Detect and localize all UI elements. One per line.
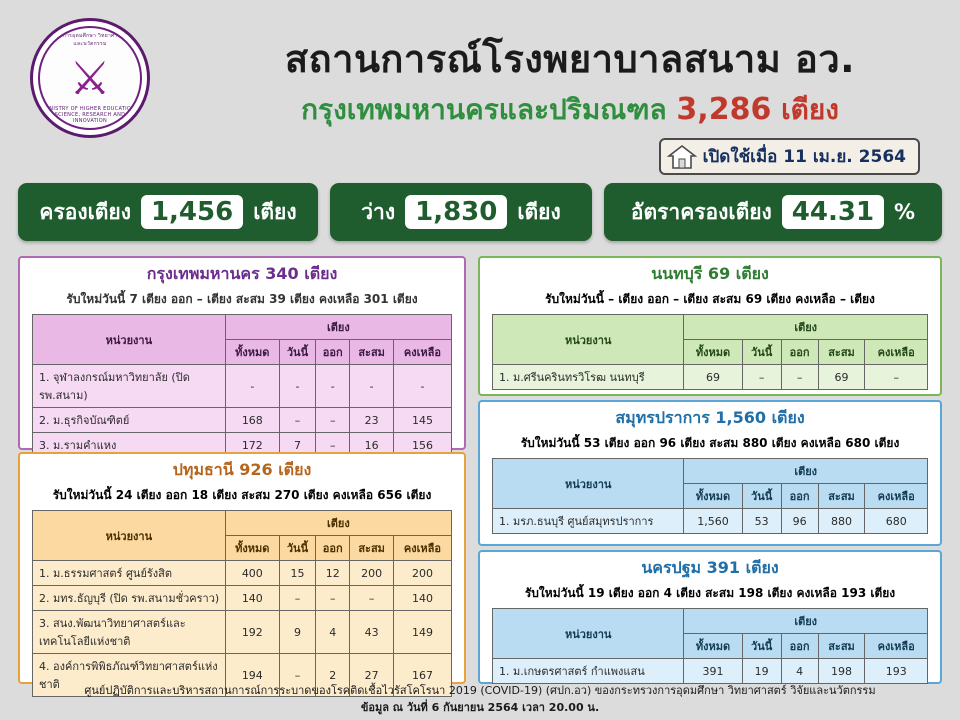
table-header-row bbox=[493, 315, 928, 340]
table-header-row bbox=[33, 511, 452, 536]
cell-out: - bbox=[316, 365, 350, 408]
th-cumulative: สะสม bbox=[818, 634, 865, 659]
cell-remaining: 680 bbox=[865, 509, 928, 534]
cell-remaining: 149 bbox=[393, 611, 451, 654]
panel-samutprakan bbox=[478, 400, 942, 546]
panel-nonthaburi bbox=[478, 256, 942, 396]
cell-agency: 1. ม.เกษตรศาสตร์ กำแพงแสน bbox=[493, 659, 684, 684]
cell-cumulative: 880 bbox=[818, 509, 865, 534]
panel-pathumthani-stats: รับใหม่วันนี้ 24 เตียง ออก 18 เตียง สะสม 270 เตียง คงเหลือ 656 เตียง bbox=[52, 488, 432, 502]
table-row bbox=[493, 659, 928, 684]
header bbox=[0, 0, 960, 190]
table-row bbox=[33, 408, 452, 433]
table-nakhonpathom bbox=[492, 608, 928, 684]
th-total: ทั้งหมด bbox=[684, 484, 742, 509]
table-row bbox=[33, 611, 452, 654]
cell-remaining: 167 bbox=[393, 654, 451, 697]
summary-rate-unit: % bbox=[894, 200, 916, 224]
cell-total: 400 bbox=[225, 561, 279, 586]
cell-total: 168 bbox=[225, 408, 279, 433]
cell-remaining: 156 bbox=[393, 433, 451, 458]
th-agency: หน่วยงาน bbox=[493, 609, 684, 659]
opened-date-label: เปิดใช้เมื่อ 11 เม.ย. 2564 bbox=[702, 147, 906, 167]
summary-rate-value: 44.31 bbox=[782, 195, 884, 229]
cell-today: 9 bbox=[279, 611, 315, 654]
page-title: สถานการณ์โรงพยาบาลสนาม อว. bbox=[284, 37, 856, 81]
panel-bangkok-title: กรุงเทพมหานคร 340 เตียง bbox=[146, 264, 338, 283]
cell-out: 12 bbox=[316, 561, 350, 586]
table-row bbox=[33, 561, 452, 586]
cell-cumulative: 16 bbox=[350, 433, 394, 458]
th-cumulative: สะสม bbox=[350, 340, 394, 365]
cell-total: 1,560 bbox=[684, 509, 742, 534]
cell-agency: 4. องค์การพิพิธภัณฑ์วิทยาศาสตร์แห่งชาติ bbox=[33, 654, 226, 697]
th-out: ออก bbox=[316, 340, 350, 365]
panel-nakhonpathom bbox=[478, 550, 942, 684]
cell-today: 19 bbox=[742, 659, 781, 684]
summary-vacant-unit: เตียง bbox=[517, 199, 561, 224]
summary-occupied-value: 1,456 bbox=[141, 195, 243, 229]
cell-today: – bbox=[279, 586, 315, 611]
th-total: ทั้งหมด bbox=[684, 340, 742, 365]
table-row bbox=[33, 365, 452, 408]
ministry-logo bbox=[30, 18, 150, 138]
summary-vacant-label: ว่าง bbox=[361, 199, 396, 224]
panel-nakhonpathom-title: นครปฐม 391 เตียง bbox=[641, 558, 779, 577]
cell-out: – bbox=[781, 365, 818, 390]
table-header-row bbox=[493, 609, 928, 634]
cell-agency: 3. ม.รามคำแหง bbox=[33, 433, 226, 458]
cell-today: - bbox=[279, 365, 315, 408]
cell-total: 192 bbox=[225, 611, 279, 654]
th-agency: หน่วยงาน bbox=[33, 315, 226, 365]
table-pathumthani bbox=[32, 510, 452, 697]
th-remaining: คงเหลือ bbox=[865, 634, 928, 659]
cell-out: – bbox=[316, 408, 350, 433]
opened-date-badge bbox=[659, 138, 920, 175]
house-icon bbox=[667, 144, 697, 170]
footer-line-2: ข้อมูล ณ วันที่ 6 กันยายน 2564 เวลา 20.00 น. bbox=[360, 700, 600, 714]
cell-remaining: 193 bbox=[865, 659, 928, 684]
logo-ring-text bbox=[40, 28, 140, 128]
th-out: ออก bbox=[781, 634, 818, 659]
subtitle-region: กรุงเทพมหานครและปริมณฑล bbox=[301, 93, 667, 126]
panel-samutprakan-title: สมุทรปราการ 1,560 เตียง bbox=[615, 408, 805, 427]
cell-agency: 2. ม.ธุรกิจบัณฑิตย์ bbox=[33, 408, 226, 433]
subtitle-total-beds: 3,286 bbox=[676, 92, 772, 127]
cell-out: 2 bbox=[316, 654, 350, 697]
cell-remaining: 200 bbox=[393, 561, 451, 586]
cell-today: – bbox=[742, 365, 781, 390]
cell-agency: 1. จุฬาลงกรณ์มหาวิทยาลัย (ปิด รพ.สนาม) bbox=[33, 365, 226, 408]
subtitle-unit: เตียง bbox=[781, 93, 839, 126]
cell-total: 391 bbox=[684, 659, 742, 684]
cell-agency: 2. มทร.ธัญบุรี (ปิด รพ.สนามชั่วคราว) bbox=[33, 586, 226, 611]
th-today: วันนี้ bbox=[279, 340, 315, 365]
panel-bangkok bbox=[18, 256, 466, 450]
summary-vacant-value: 1,830 bbox=[405, 195, 507, 229]
emblem-icon: ⚔ bbox=[69, 51, 111, 105]
logo-top-text: กระทรวงการอุดมศึกษา วิทยาศาสตร์ วิจัยและนวัตกรรม bbox=[41, 33, 139, 47]
cell-cumulative: 69 bbox=[818, 365, 865, 390]
th-out: ออก bbox=[316, 536, 350, 561]
cell-remaining: – bbox=[865, 365, 928, 390]
th-out: ออก bbox=[781, 340, 818, 365]
panel-nakhonpathom-stats: รับใหม่วันนี้ 19 เตียง ออก 4 เตียง สะสม 198 เตียง คงเหลือ 193 เตียง bbox=[524, 586, 896, 600]
cell-today: 15 bbox=[279, 561, 315, 586]
cell-agency: 1. ม.ศรีนครินทรวิโรฒ นนทบุรี bbox=[493, 365, 684, 390]
summary-rate-label: อัตราครองเตียง bbox=[630, 199, 772, 224]
table-row bbox=[493, 365, 928, 390]
cell-total: 69 bbox=[684, 365, 742, 390]
cell-out: 4 bbox=[781, 659, 818, 684]
cell-total: 140 bbox=[225, 586, 279, 611]
summary-occupied-label: ครองเตียง bbox=[39, 199, 131, 224]
th-agency: หน่วยงาน bbox=[33, 511, 226, 561]
th-agency: หน่วยงาน bbox=[493, 315, 684, 365]
logo-bottom-text: MINISTRY OF HIGHER EDUCATION, SCIENCE, RESEARCH AND INNOVATION bbox=[42, 106, 138, 124]
th-cumulative: สะสม bbox=[350, 536, 394, 561]
table-nonthaburi bbox=[492, 314, 928, 390]
th-remaining: คงเหลือ bbox=[393, 536, 451, 561]
table-bangkok bbox=[32, 314, 452, 458]
table-header-row bbox=[493, 459, 928, 484]
footer-line-1: ศูนย์ปฏิบัติการและบริหารสถานการณ์การระบาดของโรคติดเชื้อไวรัสโคโรนา 2019 (COVID-19) (ศปก.อว) ของกระทรวงการอุดมศึกษา วิทยาศาสตร์ วิจัยและนวัตกรรม bbox=[84, 684, 876, 697]
cell-total: - bbox=[225, 365, 279, 408]
cell-cumulative: – bbox=[350, 586, 394, 611]
th-bed-group: เตียง bbox=[225, 315, 451, 340]
summary-rate bbox=[604, 183, 942, 241]
cell-cumulative: 198 bbox=[818, 659, 865, 684]
summary-vacant bbox=[330, 183, 592, 241]
cell-total: 172 bbox=[225, 433, 279, 458]
page-subtitle bbox=[200, 88, 940, 132]
cell-agency: 1. ม.ธรรมศาสตร์ ศูนย์รังสิต bbox=[33, 561, 226, 586]
cell-cumulative: - bbox=[350, 365, 394, 408]
th-total: ทั้งหมด bbox=[225, 536, 279, 561]
panel-nonthaburi-title: นนทบุรี 69 เตียง bbox=[651, 264, 769, 283]
table-row bbox=[33, 586, 452, 611]
th-bed-group: เตียง bbox=[225, 511, 451, 536]
cell-remaining: 140 bbox=[393, 586, 451, 611]
th-total: ทั้งหมด bbox=[684, 634, 742, 659]
panel-nonthaburi-stats: รับใหม่วันนี้ – เตียง ออก – เตียง สะสม 69 เตียง คงเหลือ – เตียง bbox=[545, 292, 875, 306]
cell-out: – bbox=[316, 433, 350, 458]
panel-samutprakan-stats: รับใหม่วันนี้ 53 เตียง ออก 96 เตียง สะสม 880 เตียง คงเหลือ 680 เตียง bbox=[520, 436, 900, 450]
panel-pathumthani-title: ปทุมธานี 926 เตียง bbox=[172, 460, 312, 479]
cell-remaining: - bbox=[393, 365, 451, 408]
cell-agency: 3. สนง.พัฒนาวิทยาศาสตร์และเทคโนโลยีแห่งชาติ bbox=[33, 611, 226, 654]
cell-today: 53 bbox=[742, 509, 781, 534]
panel-pathumthani bbox=[18, 452, 466, 691]
th-cumulative: สะสม bbox=[818, 340, 865, 365]
th-today: วันนี้ bbox=[742, 634, 781, 659]
th-today: วันนี้ bbox=[742, 340, 781, 365]
logo-inner bbox=[38, 26, 142, 130]
cell-cumulative: 23 bbox=[350, 408, 394, 433]
cell-cumulative: 200 bbox=[350, 561, 394, 586]
panel-bangkok-stats: รับใหม่วันนี้ 7 เตียง ออก – เตียง สะสม 39 เตียง คงเหลือ 301 เตียง bbox=[66, 292, 418, 306]
th-bed-group: เตียง bbox=[684, 609, 928, 634]
cell-cumulative: 27 bbox=[350, 654, 394, 697]
th-today: วันนี้ bbox=[279, 536, 315, 561]
th-bed-group: เตียง bbox=[684, 315, 928, 340]
th-total: ทั้งหมด bbox=[225, 340, 279, 365]
th-agency: หน่วยงาน bbox=[493, 459, 684, 509]
th-remaining: คงเหลือ bbox=[393, 340, 451, 365]
cell-today: – bbox=[279, 408, 315, 433]
th-bed-group: เตียง bbox=[684, 459, 928, 484]
th-today: วันนี้ bbox=[742, 484, 781, 509]
th-out: ออก bbox=[781, 484, 818, 509]
cell-out: 96 bbox=[781, 509, 818, 534]
table-samutprakan bbox=[492, 458, 928, 534]
cell-total: 194 bbox=[225, 654, 279, 697]
cell-out: 4 bbox=[316, 611, 350, 654]
table-header-row bbox=[33, 315, 452, 340]
summary-occupied bbox=[18, 183, 318, 241]
cell-cumulative: 43 bbox=[350, 611, 394, 654]
cell-out: – bbox=[316, 586, 350, 611]
cell-today: 7 bbox=[279, 433, 315, 458]
cell-today: – bbox=[279, 654, 315, 697]
cell-remaining: 145 bbox=[393, 408, 451, 433]
table-row bbox=[493, 509, 928, 534]
summary-occupied-unit: เตียง bbox=[253, 199, 297, 224]
th-cumulative: สะสม bbox=[818, 484, 865, 509]
cell-agency: 1. มรภ.ธนบุรี ศูนย์สมุทรปราการ bbox=[493, 509, 684, 534]
th-remaining: คงเหลือ bbox=[865, 484, 928, 509]
summary-row bbox=[0, 183, 960, 245]
th-remaining: คงเหลือ bbox=[865, 340, 928, 365]
footer bbox=[0, 683, 960, 716]
